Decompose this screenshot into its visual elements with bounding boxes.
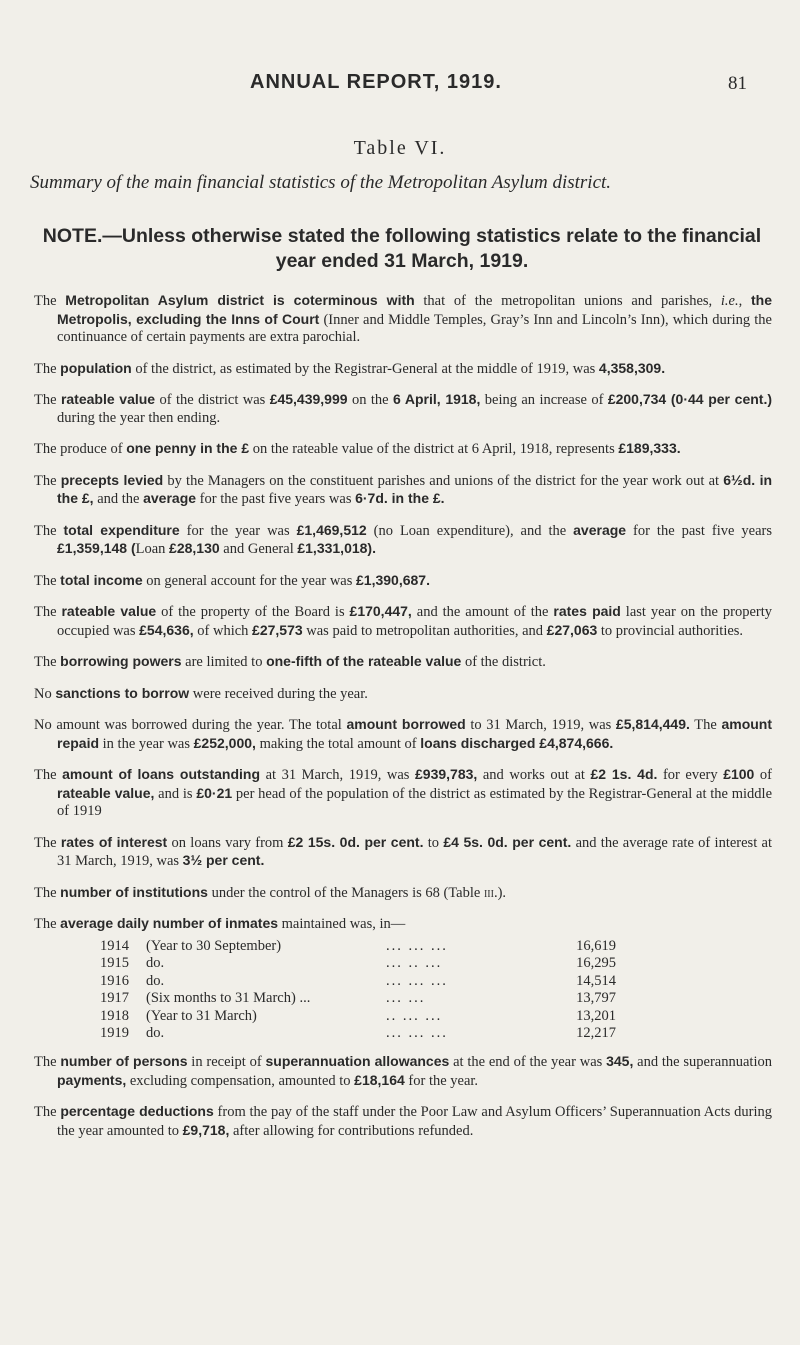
inmates-count: 13,201 (576, 1007, 616, 1024)
paragraph-precepts: The precepts levied by the Managers on the constituent parishes and unions of the district for the year work out at 6½d. in the £, and the average for the past five years was 6·7d. in the £. (34, 471, 773, 507)
table-row (100, 973, 680, 991)
inmates-count: 13,797 (576, 990, 616, 1007)
inmates-count: 12,217 (576, 1025, 616, 1042)
period: (Year to 30 September) (146, 937, 282, 954)
period: (Year to 31 March) (146, 1007, 257, 1024)
leader-dots: ... ... ... (386, 937, 448, 954)
paragraph-district: The Metropolitan Asylum district is coterminous with that of the metropolitan unions and parishes, i.e., the Metropolis, excluding the Inns of Court (Inner and Middle Temples, Gray’s Inn and Lincoln’s Inn), which during the continuance of certain payments are extra parochial. (34, 292, 772, 345)
table-row (100, 1025, 680, 1043)
table-row (100, 1008, 680, 1026)
paragraph-institutions: The number of institutions under the control of the Managers is 68 (Table iii.). (34, 883, 507, 901)
leader-dots: ... ... ... (386, 1025, 448, 1042)
leader-dots: ... ... ... (386, 972, 448, 989)
subtitle: Summary of the main financial statistics of the Metropolitan Asylum district. (30, 172, 612, 193)
leader-dots: ... ... (386, 990, 426, 1007)
paragraph-board-property: The rateable value of the property of the Board is £170,447, and the amount of the rates paid last year on the property occupied was £54,636, of which £27,573 was paid to metropolitan authorities, and £27,063 to provincial authorities. (34, 603, 772, 639)
paragraph-penny-produce: The produce of one penny in the £ on the rateable value of the district at 6 April, 1918, represents £189,333. (34, 440, 681, 457)
leader-dots: .. ... ... (386, 1007, 443, 1024)
paragraph-deductions: The percentage deductions from the pay of the staff under the Poor Law and Asylum Officers’ Superannuation Acts during the year amounted to £9,718, after allowing for contributions refunded. (34, 1103, 772, 1139)
inmates-count: 16,619 (576, 937, 616, 954)
paragraph-interest-rates: The rates of interest on loans vary from £2 15s. 0d. per cent. to £4 5s. 0d. per cent. and the average rate of interest at 31 March, 1919, was 3½ per cent. (34, 833, 772, 869)
table-title: Table VI. (353, 137, 447, 159)
year: 1917 (100, 990, 129, 1007)
period: do. (146, 972, 165, 989)
paragraph-loans-outstanding: The amount of loans outstanding at 31 March, 1919, was £939,783, and works out at £2 1s. 4d. for every £100 of rateable value, and is £0·21 per head of the population of the district as estimated by the Registrar-General at the middle of 1919 (34, 766, 773, 819)
page-number: 81 (728, 73, 747, 94)
running-title: ANNUAL REPORT, 1919. (250, 71, 502, 93)
paragraph-rateable-value: The rateable value of the district was £45,439,999 on the 6 April, 1918, being an increase of £200,734 (0·44 per cent.) during the year then ending. (34, 391, 772, 426)
period: (Six months to 31 March) ... (146, 990, 311, 1007)
table-row (100, 955, 680, 973)
paragraph-population: The population of the district, as estimated by the Registrar-General at the middle of 1919, was 4,358,309. (34, 359, 666, 377)
year: 1918 (100, 1007, 129, 1024)
paragraph-inmates: The average daily number of inmates maintained was, in— (34, 915, 406, 932)
year: 1915 (100, 955, 129, 972)
year: 1916 (100, 972, 129, 989)
note: NOTE.—Unless otherwise stated the following statistics relate to the financial year ended 31 March, 1919. (42, 225, 762, 272)
leader-dots: ... .. ... (386, 955, 443, 972)
statistics-body (34, 292, 772, 1153)
paragraph-loans-borrowed: No amount was borrowed during the year. The total amount borrowed to 31 March, 1919, was £5,814,449. The amount repaid in the year was £252,000, making the total amount of loans discharged £4,874,666. (34, 716, 773, 752)
inmates-count: 14,514 (576, 972, 616, 989)
paragraph-expenditure: The total expenditure for the year was £1,469,512 (no Loan expenditure), and the average for the past five years £1,359,148 (Loan £28,130 and General £1,331,018). (34, 521, 773, 557)
table-row (100, 990, 680, 1008)
period: do. (146, 1025, 165, 1042)
inmates-table (100, 938, 680, 1044)
period: do. (146, 955, 165, 972)
table-row (100, 938, 680, 956)
running-header (0, 71, 800, 101)
year: 1919 (100, 1025, 129, 1042)
paragraph-superannuation: The number of persons in receipt of superannuation allowances at the end of the year was 345, and the superannuation payments, excluding compensation, amounted to £18,164 for the year. (34, 1053, 772, 1089)
paragraph-sanctions: No sanctions to borrow were received during the year. (34, 684, 368, 702)
year: 1914 (100, 937, 129, 954)
inmates-count: 16,295 (576, 955, 616, 972)
paragraph-income: The total income on general account for the year was £1,390,687. (34, 571, 430, 589)
paragraph-borrowing-powers: The borrowing powers are limited to one-fifth of the rateable value of the district. (34, 653, 546, 670)
